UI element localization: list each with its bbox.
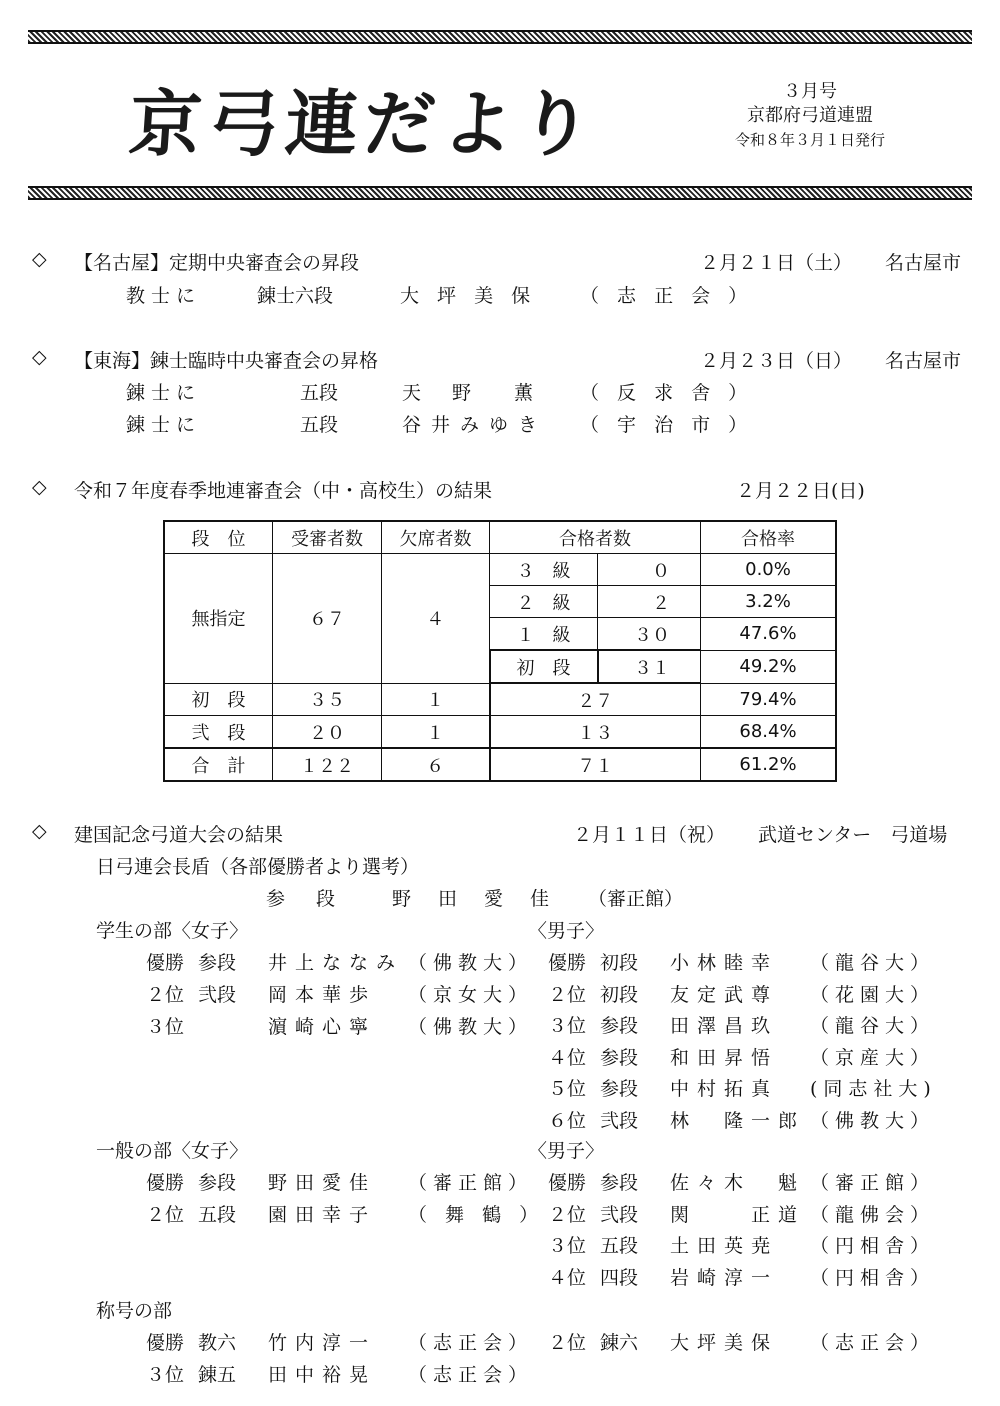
sub-rate: 49.2% [701,650,837,683]
result-name: 友定武尊 [670,983,779,1006]
result-rank: 錬五 [198,1364,237,1386]
cup-org: （審正館） [588,888,684,910]
student-label: 学生の部〈女子〉 [96,920,249,942]
result-org: （京女大） [408,984,534,1006]
result-place: 優勝 [146,1332,185,1354]
row-label: 弐 段 [164,716,273,749]
result-org: （円相舎） [810,1235,936,1257]
student-male-label: 〈男子〉 [528,920,605,942]
result-name: 中村拓真 [670,1078,779,1100]
result-name: 小林睦幸 [670,952,779,974]
result-org: （志正会） [408,1364,534,1386]
row-label: 初 段 [164,683,273,716]
s3-title: 令和７年度春季地連審査会（中・高校生）の結果 [74,480,493,502]
sub-pass: ２ [598,586,701,618]
result-place: ２位 [548,1332,587,1354]
result-org: （志正会） [810,1332,936,1354]
s4-cup: 日弓連会長盾（各部優勝者より選考） [96,856,420,878]
s2-r1-a: 錬士に [126,382,202,404]
result-place: 優勝 [548,1172,587,1194]
result-place: ２位 [548,983,587,1006]
top-border [28,30,972,44]
general-label: 一般の部〈女子〉 [96,1140,249,1162]
result-rank: 弐段 [600,1109,639,1132]
cup-name: 野 田 愛 佳 [392,888,554,910]
result-rank: 五段 [198,1204,237,1226]
result-org: （審正館） [810,1172,936,1194]
sub-rate: 47.6% [701,618,837,651]
result-name: 関 正道 [670,1203,806,1226]
th-rate: 合格率 [701,521,837,554]
result-org: （佛教大） [408,952,534,974]
s1-org: （ 志 正 会 ） [580,285,754,307]
s4-place: 武道センター 弓道場 [758,824,948,846]
result-org: （京産大） [810,1046,936,1069]
result-rank: 参段 [198,1172,237,1194]
row-absent: １ [382,716,490,749]
s2-r1-org: （ 反 求 舎 ） [580,382,754,404]
result-place: ４位 [548,1266,587,1289]
table-row [164,716,836,749]
s2-mark: ◇ [32,346,47,368]
sub-grade: ２ 級 [490,586,598,618]
result-rank: 錬六 [600,1332,639,1354]
result-org: (同志社大) [810,1078,937,1100]
th-grade: 段 位 [164,521,273,554]
result-rank: 参段 [600,1046,639,1069]
s4-title: 建国記念弓道大会の結果 [74,824,284,846]
s3-date: ２月２２日(日) [736,480,865,502]
result-name: 井上ななみ [268,952,404,974]
result-place: ３位 [146,1364,185,1386]
s3-mark: ◇ [32,476,47,498]
result-rank: 参段 [600,1078,639,1100]
result-org: （志正会） [408,1332,534,1354]
result-name: 田中裕晃 [268,1364,377,1386]
total-count: １２２ [273,748,382,781]
results-table [163,520,837,782]
s2-r1-name: 天 野 薫 [402,382,540,404]
table-row [164,554,836,586]
row-rate: 68.4% [701,716,837,749]
newsletter-title: 京弓連だより [126,81,601,166]
result-rank: 弐段 [198,984,237,1006]
result-org: （円相舎） [810,1266,936,1289]
result-place: ２位 [548,1203,587,1226]
table-header-row [164,521,836,554]
result-rank: 参段 [600,1172,639,1194]
result-rank: 五段 [600,1235,639,1257]
result-name: 野田愛佳 [268,1172,377,1194]
result-place: ３位 [146,1016,185,1038]
cup-rank: 参 段 [266,888,342,910]
issue-number: ３月号 [783,81,837,102]
th-pass: 合格者数 [490,521,701,554]
result-name: 田澤昌玖 [670,1015,779,1037]
s2-r2-a: 錬士に [126,414,202,436]
result-name: 土田英尭 [670,1235,779,1257]
result-place: ５位 [548,1078,587,1100]
result-name: 濵崎心寧 [268,1016,377,1038]
sub-grade: ３ 級 [490,554,598,586]
sub-pass: ３１ [598,650,701,683]
result-rank: 教六 [198,1332,237,1354]
row-count: ３５ [273,683,382,716]
general-male-label: 〈男子〉 [528,1140,605,1162]
sub-grade: 初 段 [490,650,598,683]
table-row [164,683,836,716]
s2-r1-b: 五段 [300,382,339,404]
sub-grade: １ 級 [490,618,598,651]
result-rank: 初段 [600,952,639,974]
result-rank: 弐段 [600,1203,639,1226]
result-rank: 初段 [600,983,639,1006]
result-place: ３位 [548,1235,587,1257]
result-org: （花園大） [810,983,936,1006]
result-name: 和田昇悟 [670,1046,779,1069]
s4-date: ２月１１日（祝） [573,824,726,846]
total-rate: 61.2% [701,748,837,781]
result-name: 園田幸子 [268,1204,377,1226]
result-name: 林 隆一郎 [670,1109,806,1132]
result-name: 大坪美保 [670,1332,779,1354]
s2-date: ２月２３日（日） [700,350,853,372]
issue-date: 令和８年３月１日発行 [734,131,885,149]
result-place: ２位 [146,1204,185,1226]
result-place: ６位 [548,1109,587,1132]
result-org: （龍佛会） [810,1203,936,1226]
title-div-label: 称号の部 [96,1300,173,1322]
result-rank: 参段 [600,1015,639,1037]
result-place: 優勝 [146,952,185,974]
mushitei-count: ６７ [273,554,382,684]
issue-info [700,80,920,152]
result-name: 佐々木 魁 [670,1172,806,1194]
sub-rate: 3.2% [701,586,837,618]
result-place: ４位 [548,1046,587,1069]
s1-date: ２月２１日（土） [700,252,853,274]
s1-name: 大 坪 美 保 [400,285,537,307]
result-org: （龍谷大） [810,1015,936,1037]
s2-title: 【東海】錬士臨時中央審査会の昇格 [74,350,379,372]
s2-place: 名古屋市 [885,350,962,372]
total-pass: ７１ [490,748,701,781]
table-total-row [164,748,836,781]
s2-r2-b: 五段 [300,414,339,436]
org-name: 京都府弓道連盟 [747,105,873,126]
result-org: （ 舞 鶴 ） [408,1204,545,1226]
result-name: 竹内淳一 [268,1332,377,1354]
s1-place: 名古屋市 [885,252,962,274]
row-count: ２０ [273,716,382,749]
sub-pass: ０ [598,554,701,586]
total-label: 合 計 [164,748,273,781]
mushitei-label: 無指定 [164,554,273,684]
s2-r2-org: （ 宇 治 市 ） [580,414,754,436]
result-org: （龍谷大） [810,952,936,974]
result-org: （佛教大） [810,1109,936,1132]
total-absent: ６ [382,748,490,781]
s1-mark: ◇ [32,248,47,270]
result-place: 優勝 [548,952,587,974]
sub-pass: ３０ [598,618,701,651]
s1-title: 【名古屋】定期中央審査会の昇段 [74,252,360,274]
sub-rate: 0.0% [701,554,837,586]
result-org: （審正館） [408,1172,534,1194]
result-place: 優勝 [146,1172,185,1194]
row-rate: 79.4% [701,683,837,716]
th-absent: 欠席者数 [382,521,490,554]
result-name: 岩崎淳一 [670,1266,779,1289]
row-pass: １３ [490,716,701,749]
bottom-border [28,186,972,200]
result-rank: 参段 [198,952,237,974]
result-rank: 四段 [600,1266,639,1289]
result-org: （佛教大） [408,1016,534,1038]
s1-b: 錬士六段 [257,285,334,307]
s4-mark: ◇ [32,820,47,842]
row-absent: １ [382,683,490,716]
s1-a: 教士に [126,285,202,307]
s2-r2-name: 谷井みゆき [402,414,548,436]
mushitei-absent: ４ [382,554,490,684]
result-place: ２位 [146,984,185,1006]
row-pass: ２７ [490,683,701,716]
result-name: 岡本華歩 [268,984,377,1006]
result-place: ３位 [548,1015,587,1037]
th-count: 受審者数 [273,521,382,554]
